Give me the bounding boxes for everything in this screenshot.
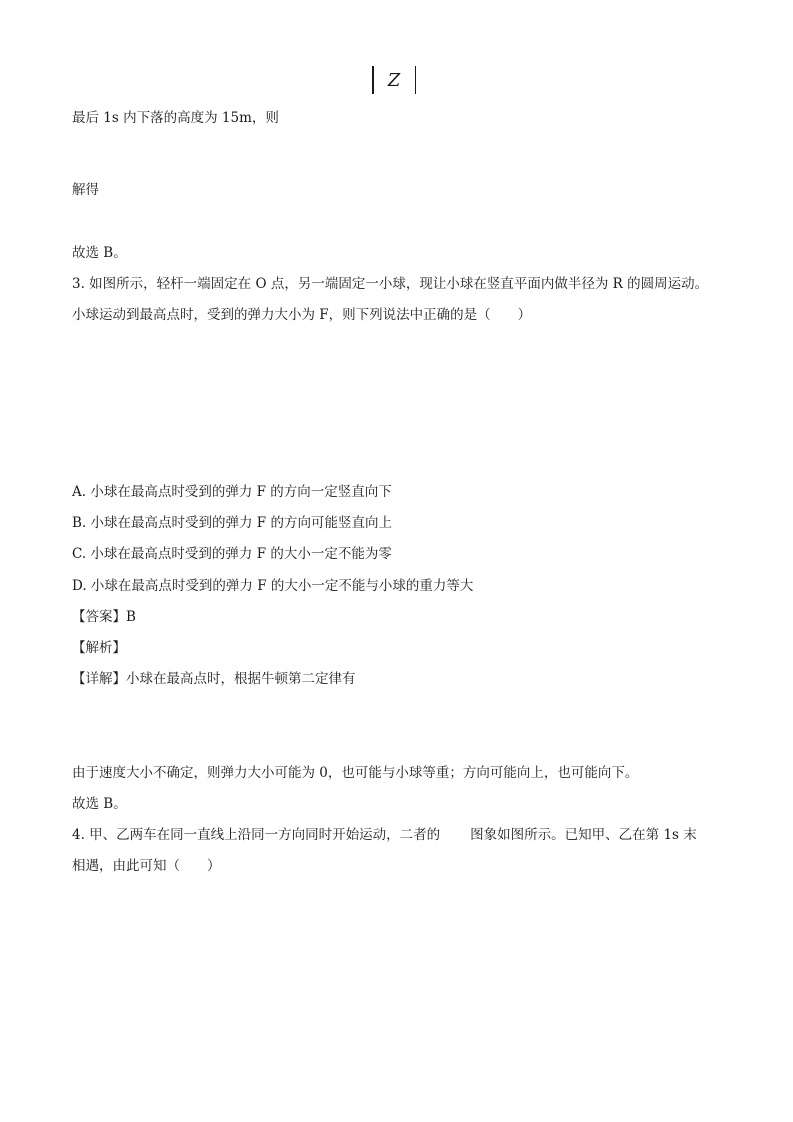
question-4-part-2: 图象如图所示。已知甲、乙在第 1s 末 bbox=[470, 827, 697, 843]
text-line-reason: 由于速度大小不确定，则弹力大小可能为 0，也可能与小球等重；方向可能向上，也可能向下。 bbox=[72, 765, 639, 781]
option-d: D. 小球在最高点时受到的弹力 F 的大小一定不能与小球的重力等大 bbox=[72, 578, 474, 594]
option-b: B. 小球在最高点时受到的弹力 F 的方向可能竖直向上 bbox=[72, 515, 392, 531]
header-bar-left bbox=[372, 66, 374, 94]
question-4-line-2: 相遇，由此可知（ ） bbox=[72, 858, 221, 874]
text-line-fall-height: 最后 1s 内下落的高度为 15m，则 bbox=[72, 110, 279, 126]
answer-tag: 【答案】 bbox=[72, 609, 126, 625]
text-line-choose-b-2: 故选 B。 bbox=[72, 796, 127, 812]
header-letter: Z bbox=[387, 69, 401, 91]
header-bar-right bbox=[415, 66, 417, 94]
question-4-part-1: 4. 甲、乙两车在同一直线上沿同一方向同时开始运动，二者的 bbox=[72, 827, 441, 843]
detail-text: 小球在最高点时，根据牛顿第二定律有 bbox=[126, 671, 356, 687]
option-c: C. 小球在最高点时受到的弹力 F 的大小一定不能为零 bbox=[72, 546, 392, 562]
answer-line bbox=[72, 607, 136, 627]
question-4-line-1 bbox=[72, 825, 697, 845]
analysis-tag: 【解析】 bbox=[72, 640, 126, 656]
question-3-line-2: 小球运动到最高点时，受到的弹力大小为 F，则下列说法中正确的是（ ） bbox=[72, 307, 532, 323]
text-line-solve: 解得 bbox=[72, 182, 99, 198]
answer-value: B bbox=[126, 609, 136, 625]
option-a: A. 小球在最高点时受到的弹力 F 的方向一定竖直向下 bbox=[72, 484, 392, 500]
text-line-choose-b-1: 故选 B。 bbox=[72, 245, 127, 261]
detail-line bbox=[72, 669, 356, 689]
page-header-mark bbox=[372, 66, 416, 94]
detail-tag: 【详解】 bbox=[72, 671, 126, 687]
question-3-line-1: 3. 如图所示，轻杆一端固定在 O 点，另一端固定一小球，现让小球在竖直平面内做半径为 R 的圆周运动。 bbox=[72, 276, 709, 292]
